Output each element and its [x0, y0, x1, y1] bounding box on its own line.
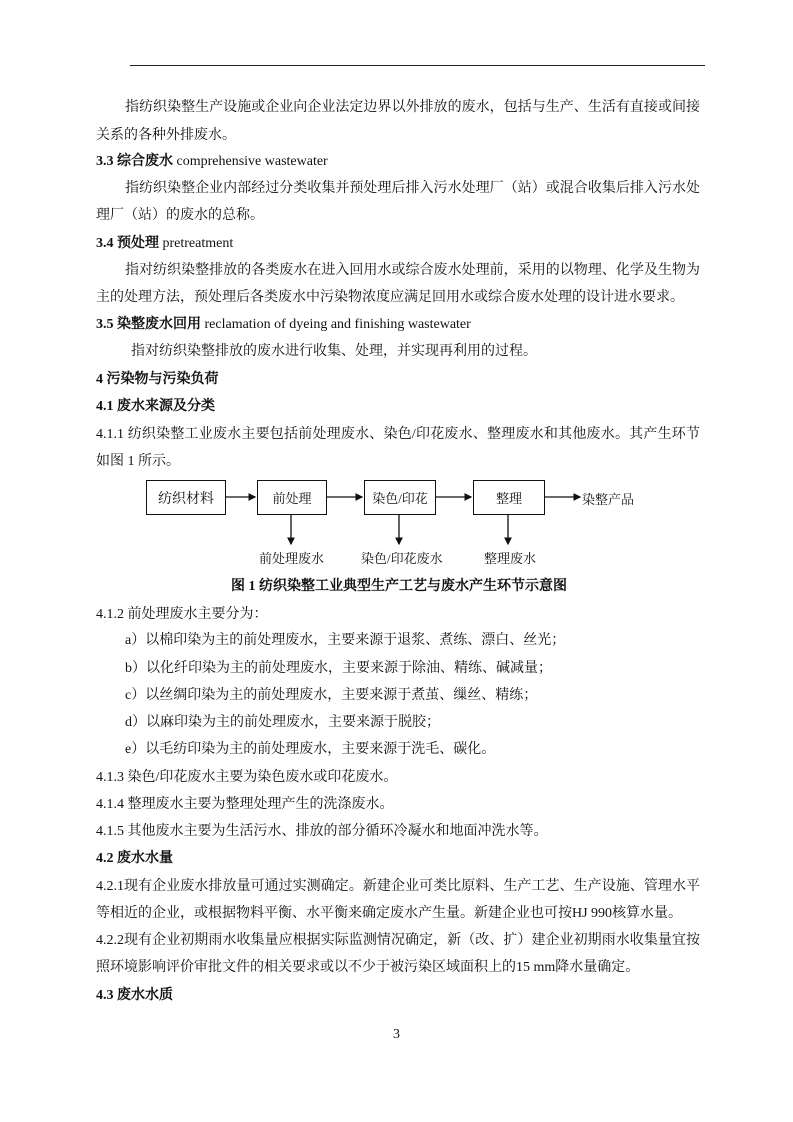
label-product: 染整产品 [582, 492, 635, 507]
line-text: 主的处理方法，预处理后各类废水中污染物浓度应满足回用水或综合废水处理的设计进水要求。 [96, 290, 684, 305]
line-text: 如图 1 所示。 [96, 454, 180, 469]
line-text: 4.2.2现有企业初期雨水收集量应根据实际监测情况确定，新（改、扩）建企业初期雨水收集量宜按 [96, 933, 700, 948]
heading-label: 4.2 废水水量 [96, 851, 173, 866]
paragraph-line [96, 823, 548, 841]
paragraph-line [96, 905, 682, 923]
line-text: reclamation of dyeing and finishing wastewater [201, 317, 471, 332]
line-text: 4.1.1 纺织染整工业废水主要包括前处理废水、染色/印花废水、整理废水和其他废水。其产生环节 [96, 427, 700, 442]
line-text: 4.1.3 染色/印花废水主要为染色废水或印花废水。 [96, 770, 398, 785]
line-text: 照环境影响评价审批文件的相关要求或以不少于被污染区域面积上的15 mm降水量确定。 [96, 960, 640, 975]
paragraph-line [96, 606, 268, 624]
line-text: 指对纺织染整排放的废水进行收集、处理，并实现再利用的过程。 [131, 344, 537, 359]
box-finishing: 整理 [473, 480, 545, 515]
label-pretreatment-wastewater: 前处理废水 [259, 551, 325, 566]
paragraph-line [125, 660, 552, 678]
line-text: 4.2.1现有企业废水排放量可通过实测确定。新建企业可类比原料、生产工艺、生产设施、管理水平 [96, 879, 700, 894]
line-text: 指纺织染整企业内部经过分类收集并预处理后排入污水处理厂（站）或混合收集后排入污水处 [125, 181, 700, 196]
line-text: 指纺织染整生产设施或企业向企业法定边界以外排放的废水，包括与生产、生活有直接或间接 [125, 100, 700, 115]
label-dyeing-wastewater: 染色/印花废水 [361, 551, 443, 566]
line-text: 理厂（站）的废水的总称。 [96, 208, 264, 223]
paragraph-line [96, 932, 700, 950]
line-text: a）以棉印染为主的前处理废水，主要来源于退浆、煮练、漂白、丝光； [125, 633, 566, 648]
box-pretreatment: 前处理 [257, 480, 327, 515]
line-text: b）以化纤印染为主的前处理废水，主要来源于除油、精练、碱减量； [125, 661, 552, 676]
heading-label: 图 1 纺织染整工业典型生产工艺与废水产生环节示意图 [231, 579, 567, 594]
section-heading [96, 987, 173, 1005]
line-text: 4.1.4 整理废水主要为整理处理产生的洗涤废水。 [96, 797, 394, 812]
line-text: 4.1.5 其他废水主要为生活污水、排放的部分循环冷凝水和地面冲洗水等。 [96, 824, 548, 839]
paragraph-line [96, 878, 700, 896]
heading-label: 4 污染物与污染负荷 [96, 372, 219, 387]
heading-label: 3.3 综合废水 [96, 154, 173, 169]
line-text: d）以麻印染为主的前处理废水，主要来源于脱胶； [125, 715, 440, 730]
line-text: comprehensive wastewater [173, 154, 328, 169]
box-textile-material: 纺织材料 [146, 480, 226, 515]
line-text: c）以丝绸印染为主的前处理废水，主要来源于煮茧、缫丝、精练； [125, 688, 538, 703]
heading-label: 4.3 废水水质 [96, 988, 173, 1003]
section-heading [96, 850, 173, 868]
paragraph-line [96, 796, 394, 814]
line-text: 等相近的企业，或根据物料平衡、水平衡来确定废水产生量。新建企业也可按HJ 990核算水量。 [96, 906, 683, 921]
line-text: pretreatment [159, 236, 234, 251]
paragraph-line [96, 769, 397, 787]
label-finishing-wastewater: 整理废水 [484, 551, 537, 566]
page-number: 3 [393, 1027, 400, 1042]
line-text: e）以毛纺印染为主的前处理废水，主要来源于洗毛、碳化。 [125, 742, 496, 757]
paragraph-line [125, 741, 495, 759]
heading-label: 4.1 废水来源及分类 [96, 399, 215, 414]
heading-label: 3.5 染整废水回用 [96, 317, 201, 332]
line-text: 指对纺织染整排放的各类废水在进入回用水或综合废水处理前，采用的以物理、化学及生物为 [125, 263, 700, 278]
paragraph-line [125, 714, 440, 732]
paragraph-line [96, 959, 639, 977]
paragraph-line [125, 687, 537, 705]
box-dyeing-printing: 染色/印花 [364, 480, 436, 515]
line-text: 关系的各种外排废水。 [96, 128, 236, 143]
line-text: 4.1.2 前处理废水主要分为： [96, 607, 268, 622]
paragraph-line [125, 632, 565, 650]
heading-label: 3.4 预处理 [96, 236, 159, 251]
